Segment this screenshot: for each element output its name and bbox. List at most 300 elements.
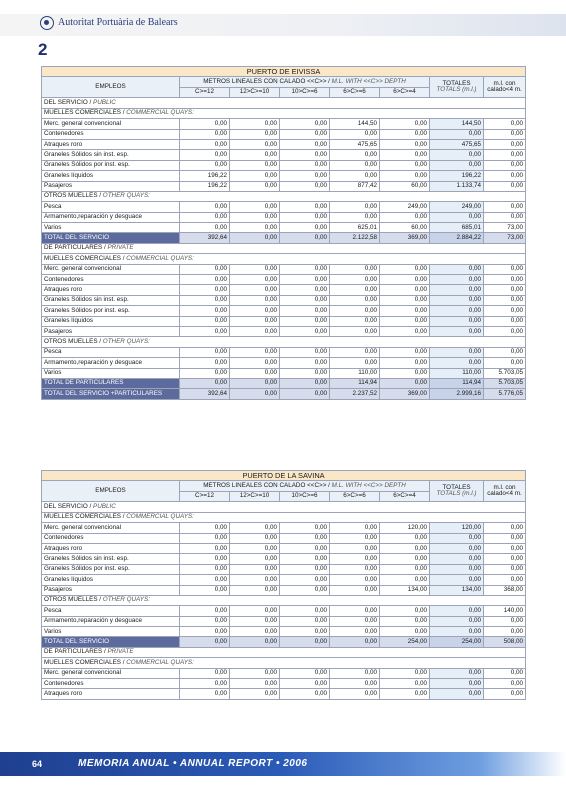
row-value: 0,00 xyxy=(230,533,280,543)
row-value: 140,00 xyxy=(484,606,526,616)
row-value: 0,00 xyxy=(330,264,380,274)
row-value: 0,00 xyxy=(430,627,484,637)
port-title: PUERTO DE EIVISSA xyxy=(42,67,526,77)
row-value: 0,00 xyxy=(280,275,330,285)
row-value: 0,00 xyxy=(380,160,430,170)
row-value: 0,00 xyxy=(280,139,330,149)
section-del-servicio-label xyxy=(42,98,526,108)
row-value: 0,00 xyxy=(380,129,430,139)
table-row xyxy=(42,347,526,357)
subsection-muelles-comerciales xyxy=(42,254,526,264)
row-label: Pasajeros xyxy=(42,326,180,336)
row-value: 0,00 xyxy=(484,523,526,533)
row-value: 0,00 xyxy=(180,554,230,564)
row-value: 0,00 xyxy=(280,326,330,336)
total-general-row-value: 0,00 xyxy=(230,389,280,399)
row-value: 0,00 xyxy=(330,533,380,543)
row-value: 0,00 xyxy=(330,668,380,678)
row-value: 0,00 xyxy=(230,523,280,533)
subsection-muelles-comerciales-en: COMMERCIAL QUAYS: xyxy=(126,513,194,521)
row-value: 5.703,05 xyxy=(484,368,526,378)
totales-header-en: TOTALS (m.l.) xyxy=(436,86,477,94)
row-value: 120,00 xyxy=(430,523,484,533)
calado-label: calado<4 m. xyxy=(487,86,522,94)
row-value: 0,00 xyxy=(180,347,230,357)
row-value: 0,00 xyxy=(484,316,526,326)
row-value: 0,00 xyxy=(484,171,526,181)
table-row xyxy=(42,181,526,191)
row-value: 0,00 xyxy=(484,306,526,316)
total-particulares-row-value: 5.703,05 xyxy=(484,378,526,388)
row-label: Pasajeros xyxy=(42,181,180,191)
subsection-otros-muelles-es: OTROS MUELLES / xyxy=(44,596,103,604)
row-value: 0,00 xyxy=(180,689,230,699)
row-label: Pesca xyxy=(42,347,180,357)
row-value: 0,00 xyxy=(280,160,330,170)
row-value: 0,00 xyxy=(380,150,430,160)
row-value: 73,00 xyxy=(484,223,526,233)
subsection-muelles-comerciales-es: MUELLES COMERCIALES / xyxy=(44,658,127,666)
totales-header-en: TOTALS (m.l.) xyxy=(436,490,477,498)
table-row xyxy=(42,627,526,637)
row-value: 0,00 xyxy=(180,316,230,326)
row-value: 0,00 xyxy=(484,264,526,274)
row-value: 0,00 xyxy=(230,616,280,626)
section-de-particulares-label xyxy=(42,647,526,657)
row-value: 0,00 xyxy=(330,295,380,305)
table-row xyxy=(42,212,526,222)
row-value: 0,00 xyxy=(330,689,380,699)
metros-header-en: M.L. WITH <<C>> DEPTH xyxy=(331,481,406,489)
row-value: 0,00 xyxy=(230,347,280,357)
row-value: 0,00 xyxy=(330,606,380,616)
row-value: 1.133,74 xyxy=(430,181,484,191)
total-servicio-row-value: 254,00 xyxy=(430,637,484,647)
depth-header: 6>C>=6 xyxy=(330,87,380,98)
row-value: 0,00 xyxy=(430,285,484,295)
table-row xyxy=(42,564,526,574)
row-value: 0,00 xyxy=(430,326,484,336)
total-general-row xyxy=(42,389,526,399)
depth-header: C>=12 xyxy=(180,87,230,98)
table-row xyxy=(42,316,526,326)
row-value: 0,00 xyxy=(280,285,330,295)
row-value: 0,00 xyxy=(380,543,430,553)
totales-header-es: TOTALES xyxy=(442,80,471,88)
total-servicio-row-value: 0,00 xyxy=(180,637,230,647)
total-servicio-row-value: 254,00 xyxy=(380,637,430,647)
row-value: 0,00 xyxy=(280,306,330,316)
org-name: Autoritat Portuària de Balears xyxy=(58,17,178,28)
row-label: Atraques roro xyxy=(42,139,180,149)
row-value: 0,00 xyxy=(230,689,280,699)
total-particulares-row-value: 0,00 xyxy=(180,378,230,388)
row-value: 0,00 xyxy=(280,668,330,678)
subsection-otros-muelles-en: OTHER QUAYS: xyxy=(102,337,150,345)
row-value: 134,00 xyxy=(430,585,484,595)
row-value: 0,00 xyxy=(230,368,280,378)
row-value: 0,00 xyxy=(280,295,330,305)
row-value: 0,00 xyxy=(230,160,280,170)
row-value: 0,00 xyxy=(280,368,330,378)
row-value: 0,00 xyxy=(230,150,280,160)
row-value: 0,00 xyxy=(330,575,380,585)
row-value: 0,00 xyxy=(330,616,380,626)
row-value: 0,00 xyxy=(180,326,230,336)
row-value: 0,00 xyxy=(380,347,430,357)
row-value: 0,00 xyxy=(280,129,330,139)
total-particulares-row-value: 0,00 xyxy=(280,378,330,388)
row-value: 368,00 xyxy=(484,585,526,595)
section-de-particulares-label xyxy=(42,243,526,253)
subsection-muelles-comerciales-es: MUELLES COMERCIALES / xyxy=(44,254,127,262)
row-label: Merc. general convencional xyxy=(42,668,180,678)
subsection-muelles-comerciales-label xyxy=(42,108,526,118)
row-value: 0,00 xyxy=(484,275,526,285)
row-value: 249,00 xyxy=(380,202,430,212)
authority-logo-icon xyxy=(40,16,54,30)
row-value: 685,01 xyxy=(430,223,484,233)
table-row xyxy=(42,679,526,689)
subsection-otros-muelles-en: OTHER QUAYS: xyxy=(102,596,150,604)
row-value: 0,00 xyxy=(484,543,526,553)
row-label: Graneles Sólidos por inst. esp. xyxy=(42,564,180,574)
row-value: 0,00 xyxy=(380,139,430,149)
table-title-row xyxy=(42,67,526,77)
row-label: Pesca xyxy=(42,606,180,616)
row-value: 0,00 xyxy=(430,533,484,543)
row-value: 0,00 xyxy=(430,679,484,689)
row-value: 0,00 xyxy=(430,575,484,585)
total-servicio-row-label: TOTAL DEL SERVICIO xyxy=(42,233,180,243)
depth-header: 10>C>=6 xyxy=(280,491,330,502)
row-label: Pasajeros xyxy=(42,585,180,595)
row-value: 0,00 xyxy=(430,212,484,222)
row-value: 0,00 xyxy=(180,368,230,378)
row-value: 0,00 xyxy=(230,326,280,336)
page-number: 64 xyxy=(32,759,43,769)
row-value: 0,00 xyxy=(280,523,330,533)
row-value: 0,00 xyxy=(180,358,230,368)
row-value: 0,00 xyxy=(280,627,330,637)
total-particulares-row-value: 114,94 xyxy=(330,378,380,388)
row-value: 0,00 xyxy=(280,264,330,274)
total-general-row-value: 369,00 xyxy=(380,389,430,399)
table-row xyxy=(42,543,526,553)
subsection-otros-muelles xyxy=(42,337,526,347)
table-row xyxy=(42,223,526,233)
row-value: 475,65 xyxy=(430,139,484,149)
row-value: 0,00 xyxy=(484,295,526,305)
row-value: 0,00 xyxy=(380,119,430,129)
row-value: 0,00 xyxy=(230,575,280,585)
row-label: Contenedores xyxy=(42,533,180,543)
row-value: 0,00 xyxy=(280,316,330,326)
total-servicio-row-value: 0,00 xyxy=(330,637,380,647)
table-row xyxy=(42,523,526,533)
table-row xyxy=(42,264,526,274)
row-value: 0,00 xyxy=(484,202,526,212)
row-value: 0,00 xyxy=(230,119,280,129)
row-value: 0,00 xyxy=(180,295,230,305)
table-row xyxy=(42,285,526,295)
row-value: 0,00 xyxy=(430,606,484,616)
row-value: 0,00 xyxy=(330,202,380,212)
subsection-otros-muelles-en: OTHER QUAYS: xyxy=(102,192,150,200)
row-value: 0,00 xyxy=(230,171,280,181)
total-servicio-row xyxy=(42,233,526,243)
total-servicio-row-value: 2.884,22 xyxy=(430,233,484,243)
row-value: 0,00 xyxy=(280,202,330,212)
row-value: 0,00 xyxy=(330,160,380,170)
empleos-header: EMPLEOS xyxy=(42,77,180,98)
depth-header: 10>C>=6 xyxy=(280,87,330,98)
table-row xyxy=(42,139,526,149)
chapter-number: 2 xyxy=(38,40,48,59)
row-value: 0,00 xyxy=(484,326,526,336)
row-value: 0,00 xyxy=(330,554,380,564)
row-value: 144,50 xyxy=(430,119,484,129)
row-value: 0,00 xyxy=(180,627,230,637)
row-value: 0,00 xyxy=(230,202,280,212)
row-label: Graneles Sólidos por inst. esp. xyxy=(42,306,180,316)
row-value: 0,00 xyxy=(380,533,430,543)
subsection-otros-muelles-es: OTROS MUELLES / xyxy=(44,337,103,345)
section-de-particulares xyxy=(42,647,526,657)
row-value: 0,00 xyxy=(380,554,430,564)
row-value: 0,00 xyxy=(280,689,330,699)
row-value: 0,00 xyxy=(280,171,330,181)
row-value: 0,00 xyxy=(484,564,526,574)
totales-header xyxy=(430,77,484,98)
section-del-servicio-en: PUBLIC xyxy=(93,98,116,106)
subsection-muelles-comerciales-en: COMMERCIAL QUAYS: xyxy=(126,658,194,666)
row-value: 0,00 xyxy=(430,554,484,564)
row-label: Atraques roro xyxy=(42,543,180,553)
row-value: 0,00 xyxy=(280,564,330,574)
row-value: 0,00 xyxy=(430,668,484,678)
row-value: 0,00 xyxy=(484,139,526,149)
row-value: 0,00 xyxy=(330,358,380,368)
row-value: 0,00 xyxy=(180,264,230,274)
table-row xyxy=(42,368,526,378)
row-value: 0,00 xyxy=(230,212,280,222)
row-value: 0,00 xyxy=(380,326,430,336)
total-general-row-value: 392,64 xyxy=(180,389,230,399)
row-value: 0,00 xyxy=(280,554,330,564)
port-title: PUERTO DE LA SAVINA xyxy=(42,471,526,481)
row-value: 0,00 xyxy=(280,358,330,368)
table-row xyxy=(42,202,526,212)
row-value: 0,00 xyxy=(280,616,330,626)
row-value: 0,00 xyxy=(230,295,280,305)
row-value: 0,00 xyxy=(430,616,484,626)
total-servicio-row-label: TOTAL DEL SERVICIO xyxy=(42,637,180,647)
row-value: 196,22 xyxy=(430,171,484,181)
subsection-otros-muelles xyxy=(42,595,526,605)
row-value: 0,00 xyxy=(430,150,484,160)
table-row xyxy=(42,575,526,585)
table-row xyxy=(42,533,526,543)
total-servicio-row-value: 2.122,58 xyxy=(330,233,380,243)
row-value: 0,00 xyxy=(230,129,280,139)
table-row xyxy=(42,668,526,678)
row-value: 0,00 xyxy=(180,223,230,233)
row-value: 0,00 xyxy=(330,285,380,295)
row-value: 0,00 xyxy=(330,523,380,533)
row-value: 0,00 xyxy=(380,627,430,637)
row-value: 0,00 xyxy=(484,668,526,678)
totales-header xyxy=(430,481,484,502)
total-servicio-row-value: 369,00 xyxy=(380,233,430,243)
row-value: 877,42 xyxy=(330,181,380,191)
row-value: 0,00 xyxy=(380,368,430,378)
row-value: 0,00 xyxy=(430,295,484,305)
row-label: Contenedores xyxy=(42,129,180,139)
ml-calado-header xyxy=(484,77,526,98)
row-value: 0,00 xyxy=(230,223,280,233)
section-del-servicio xyxy=(42,502,526,512)
table-title-row xyxy=(42,471,526,481)
row-value: 0,00 xyxy=(280,223,330,233)
row-value: 0,00 xyxy=(280,575,330,585)
row-value: 0,00 xyxy=(230,306,280,316)
total-general-row-value: 2.999,16 xyxy=(430,389,484,399)
total-general-row-value: 5.776,05 xyxy=(484,389,526,399)
row-value: 0,00 xyxy=(180,202,230,212)
row-value: 0,00 xyxy=(230,668,280,678)
row-value: 0,00 xyxy=(180,616,230,626)
row-value: 0,00 xyxy=(330,306,380,316)
row-label: Atraques roro xyxy=(42,689,180,699)
row-value: 0,00 xyxy=(430,564,484,574)
row-value: 0,00 xyxy=(430,264,484,274)
row-value: 0,00 xyxy=(180,119,230,129)
calado-label: calado<4 m. xyxy=(487,490,522,498)
subsection-muelles-comerciales-label xyxy=(42,254,526,264)
row-value: 0,00 xyxy=(430,129,484,139)
row-value: 0,00 xyxy=(180,275,230,285)
row-value: 0,00 xyxy=(484,689,526,699)
row-value: 0,00 xyxy=(230,316,280,326)
subsection-muelles-comerciales-es: MUELLES COMERCIALES / xyxy=(44,109,127,117)
subsection-otros-muelles-label xyxy=(42,191,526,201)
row-value: 0,00 xyxy=(380,316,430,326)
row-value: 0,00 xyxy=(230,564,280,574)
row-value: 0,00 xyxy=(430,160,484,170)
table-header-row xyxy=(42,77,526,88)
row-value: 0,00 xyxy=(484,616,526,626)
row-value: 625,01 xyxy=(330,223,380,233)
table-row xyxy=(42,585,526,595)
row-label: Graneles Sólidos sin inst. esp. xyxy=(42,295,180,305)
section-del-servicio-label xyxy=(42,502,526,512)
row-value: 0,00 xyxy=(380,358,430,368)
row-value: 249,00 xyxy=(430,202,484,212)
row-value: 0,00 xyxy=(180,212,230,222)
row-label: Merc. general convencional xyxy=(42,264,180,274)
row-label: Graneles Sólidos por inst. esp. xyxy=(42,160,180,170)
total-particulares-row-value: 114,94 xyxy=(430,378,484,388)
row-value: 196,22 xyxy=(180,171,230,181)
section-de-particulares-en: PRIVATE xyxy=(107,244,134,252)
row-label: Graneles líquidos xyxy=(42,171,180,181)
subsection-muelles-comerciales xyxy=(42,512,526,522)
row-label: Graneles líquidos xyxy=(42,316,180,326)
row-value: 0,00 xyxy=(180,139,230,149)
row-label: Merc. general convencional xyxy=(42,119,180,129)
row-value: 110,00 xyxy=(330,368,380,378)
row-value: 0,00 xyxy=(484,679,526,689)
metros-header xyxy=(180,481,430,492)
row-value: 60,00 xyxy=(380,223,430,233)
depth-header: 6>C>=4 xyxy=(380,87,430,98)
row-value: 0,00 xyxy=(230,554,280,564)
row-value: 144,50 xyxy=(330,119,380,129)
section-de-particulares xyxy=(42,243,526,253)
row-value: 0,00 xyxy=(430,316,484,326)
depth-header: 6>C>=4 xyxy=(380,491,430,502)
row-value: 0,00 xyxy=(280,150,330,160)
table-row xyxy=(42,306,526,316)
row-label: Merc. general convencional xyxy=(42,523,180,533)
row-label: Contenedores xyxy=(42,275,180,285)
row-value: 0,00 xyxy=(484,533,526,543)
row-value: 0,00 xyxy=(380,575,430,585)
row-value: 0,00 xyxy=(380,668,430,678)
table-row xyxy=(42,171,526,181)
table-row xyxy=(42,295,526,305)
row-value: 0,00 xyxy=(180,150,230,160)
row-value: 0,00 xyxy=(380,306,430,316)
total-general-row-value: 2.237,52 xyxy=(330,389,380,399)
row-value: 0,00 xyxy=(330,585,380,595)
row-value: 0,00 xyxy=(280,181,330,191)
subsection-muelles-comerciales-en: COMMERCIAL QUAYS: xyxy=(126,254,194,262)
depth-header: 12>C>=10 xyxy=(230,491,280,502)
row-value: 0,00 xyxy=(330,212,380,222)
row-value: 60,00 xyxy=(380,181,430,191)
row-value: 0,00 xyxy=(180,285,230,295)
depth-header: C>=12 xyxy=(180,491,230,502)
row-value: 0,00 xyxy=(330,326,380,336)
row-value: 0,00 xyxy=(484,285,526,295)
row-value: 0,00 xyxy=(280,585,330,595)
row-value: 0,00 xyxy=(430,689,484,699)
row-value: 0,00 xyxy=(180,585,230,595)
total-particulares-row-value: 0,00 xyxy=(380,378,430,388)
row-value: 120,00 xyxy=(380,523,430,533)
row-value: 110,00 xyxy=(430,368,484,378)
row-value: 0,00 xyxy=(180,160,230,170)
row-value: 0,00 xyxy=(380,295,430,305)
row-value: 0,00 xyxy=(330,150,380,160)
ml-con-label: m.l. con xyxy=(493,484,516,492)
row-value: 0,00 xyxy=(330,543,380,553)
row-value: 0,00 xyxy=(380,679,430,689)
ml-calado-header xyxy=(484,481,526,502)
metros-header xyxy=(180,77,430,88)
table-header-row xyxy=(42,481,526,492)
row-value: 0,00 xyxy=(330,564,380,574)
row-value: 0,00 xyxy=(484,627,526,637)
row-value: 0,00 xyxy=(380,275,430,285)
subsection-otros-muelles-label xyxy=(42,595,526,605)
row-label: Pesca xyxy=(42,202,180,212)
row-value: 0,00 xyxy=(230,285,280,295)
port-table-savina xyxy=(41,470,526,700)
row-value: 0,00 xyxy=(330,627,380,637)
